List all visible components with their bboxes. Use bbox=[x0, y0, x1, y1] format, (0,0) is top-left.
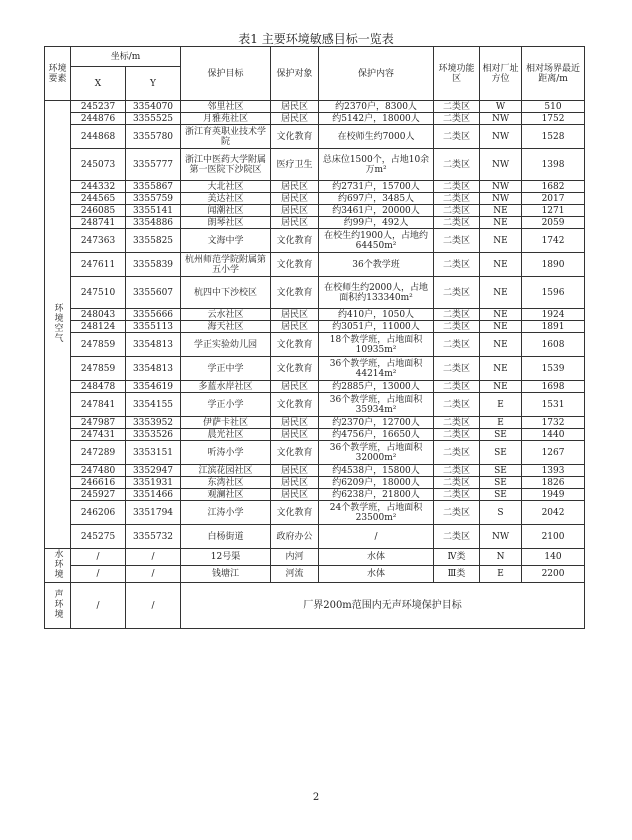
header-y: Y bbox=[126, 67, 181, 101]
table-title: 表1 主要环境敏感目标一览表 bbox=[238, 32, 394, 46]
cell-y: 3353526 bbox=[126, 429, 181, 441]
cell-object: 医疗卫生 bbox=[271, 149, 319, 181]
cell-y: 3355780 bbox=[126, 125, 181, 149]
cell-y: 3355607 bbox=[126, 277, 181, 309]
cell-object: 文化教育 bbox=[271, 441, 319, 465]
cell-dir: S bbox=[480, 501, 522, 525]
table-row bbox=[45, 193, 585, 205]
table-row bbox=[45, 253, 585, 277]
category-noise bbox=[45, 583, 71, 629]
header-x: X bbox=[71, 67, 126, 101]
cell-x: 245927 bbox=[71, 489, 126, 501]
cell-y: 3353151 bbox=[126, 441, 181, 465]
cell-dist: 1682 bbox=[522, 181, 585, 193]
cell-x: 247611 bbox=[71, 253, 126, 277]
cell-x: 246616 bbox=[71, 477, 126, 489]
cell-content: 约2370户，8300人 bbox=[319, 101, 434, 113]
cell-dist: 1528 bbox=[522, 125, 585, 149]
cell-x: / bbox=[71, 566, 126, 583]
cell-x: 247987 bbox=[71, 417, 126, 429]
cell-y: 3355141 bbox=[126, 205, 181, 217]
cell-target: 听涛小学 bbox=[181, 441, 271, 465]
table-row bbox=[45, 501, 585, 525]
cell-dist: 1267 bbox=[522, 441, 585, 465]
cell-target: 云水社区 bbox=[181, 309, 271, 321]
header-coord: 坐标/m bbox=[71, 47, 181, 67]
cell-func: 二类区 bbox=[434, 417, 480, 429]
cell-object: 文化教育 bbox=[271, 125, 319, 149]
cell-x: 244868 bbox=[71, 125, 126, 149]
sensitive-targets-table bbox=[44, 46, 585, 629]
cell-dir: NE bbox=[480, 253, 522, 277]
cell-x: 244565 bbox=[71, 193, 126, 205]
category-label: 声环境 bbox=[52, 589, 63, 619]
cell-object: 居民区 bbox=[271, 429, 319, 441]
cell-y: 3355839 bbox=[126, 253, 181, 277]
table-row bbox=[45, 465, 585, 477]
cell-dir: NW bbox=[480, 193, 522, 205]
cell-dir: NW bbox=[480, 525, 522, 549]
category-water bbox=[45, 549, 71, 583]
cell-target: 邻里社区 bbox=[181, 101, 271, 113]
cell-y: 3352947 bbox=[126, 465, 181, 477]
cell-y: 3355113 bbox=[126, 321, 181, 333]
cell-target: 月雅苑社区 bbox=[181, 113, 271, 125]
cell-func: 二类区 bbox=[434, 321, 480, 333]
cell-object: 居民区 bbox=[271, 205, 319, 217]
noise-note: 厂界200m范围内无声环境保护目标 bbox=[181, 583, 585, 629]
cell-func: 二类区 bbox=[434, 181, 480, 193]
cell-content: 约99户，492人 bbox=[319, 217, 434, 229]
cell-dir: SE bbox=[480, 465, 522, 477]
page-number: 2 bbox=[312, 792, 320, 803]
table-row bbox=[45, 489, 585, 501]
cell-object: 居民区 bbox=[271, 113, 319, 125]
cell-y: 3355825 bbox=[126, 229, 181, 253]
cell-func: 二类区 bbox=[434, 253, 480, 277]
cell-dist: 1949 bbox=[522, 489, 585, 501]
category-label: 环境空气 bbox=[52, 303, 63, 343]
table-row-noise bbox=[45, 583, 585, 629]
table-row bbox=[45, 429, 585, 441]
cell-target: 学正中学 bbox=[181, 357, 271, 381]
cell-y: 3351931 bbox=[126, 477, 181, 489]
cell-dist: 1742 bbox=[522, 229, 585, 253]
cell-x: 247363 bbox=[71, 229, 126, 253]
cell-y: 3354813 bbox=[126, 357, 181, 381]
cell-dist: 2042 bbox=[522, 501, 585, 525]
cell-target: 白杨街道 bbox=[181, 525, 271, 549]
cell-func: 二类区 bbox=[434, 309, 480, 321]
cell-target: 海天社区 bbox=[181, 321, 271, 333]
cell-dist: 510 bbox=[522, 101, 585, 113]
cell-func: 二类区 bbox=[434, 525, 480, 549]
cell-dir: W bbox=[480, 101, 522, 113]
cell-target: 杭州师范学院附属第五小学 bbox=[181, 253, 271, 277]
cell-dist: 1596 bbox=[522, 277, 585, 309]
cell-target: 江涛小学 bbox=[181, 501, 271, 525]
cell-dist: 140 bbox=[522, 549, 585, 566]
cell-x: / bbox=[71, 583, 126, 629]
cell-object: 居民区 bbox=[271, 321, 319, 333]
cell-func: 二类区 bbox=[434, 333, 480, 357]
cell-object: 文化教育 bbox=[271, 357, 319, 381]
cell-func: Ⅲ类 bbox=[434, 566, 480, 583]
cell-x: 247431 bbox=[71, 429, 126, 441]
cell-target: 学正实验幼儿园 bbox=[181, 333, 271, 357]
cell-object: 居民区 bbox=[271, 217, 319, 229]
cell-content: 水体 bbox=[319, 566, 434, 583]
cell-x: 245275 bbox=[71, 525, 126, 549]
cell-content: 在校生约1900人，占地约64450m² bbox=[319, 229, 434, 253]
cell-dir: NW bbox=[480, 181, 522, 193]
cell-object: 居民区 bbox=[271, 181, 319, 193]
cell-func: 二类区 bbox=[434, 229, 480, 253]
cell-y: 3355666 bbox=[126, 309, 181, 321]
table-row bbox=[45, 181, 585, 193]
cell-dist: 1271 bbox=[522, 205, 585, 217]
cell-x: 248741 bbox=[71, 217, 126, 229]
cell-content: 36个教学班 bbox=[319, 253, 434, 277]
cell-content: 约3461户，20000人 bbox=[319, 205, 434, 217]
cell-object: 居民区 bbox=[271, 193, 319, 205]
cell-y: 3354619 bbox=[126, 381, 181, 393]
cell-object: 文化教育 bbox=[271, 277, 319, 309]
cell-dist: 1890 bbox=[522, 253, 585, 277]
cell-dist: 1732 bbox=[522, 417, 585, 429]
cell-y: 3355759 bbox=[126, 193, 181, 205]
cell-content: 水体 bbox=[319, 549, 434, 566]
cell-x: 248124 bbox=[71, 321, 126, 333]
cell-dir: NE bbox=[480, 277, 522, 309]
cell-object: 文化教育 bbox=[271, 333, 319, 357]
table-row bbox=[45, 441, 585, 465]
table-row bbox=[45, 549, 585, 566]
cell-content: 约3051户，11000人 bbox=[319, 321, 434, 333]
cell-content: 36个教学班，占地面积32000m² bbox=[319, 441, 434, 465]
cell-y: 3355525 bbox=[126, 113, 181, 125]
table-row bbox=[45, 277, 585, 309]
category-label: 水环境 bbox=[52, 549, 63, 579]
cell-content: 36个教学班，占地面积44214m² bbox=[319, 357, 434, 381]
cell-content: 18个教学班，占地面积10935m² bbox=[319, 333, 434, 357]
cell-y: / bbox=[126, 549, 181, 566]
cell-func: 二类区 bbox=[434, 489, 480, 501]
cell-func: 二类区 bbox=[434, 193, 480, 205]
cell-dir: NE bbox=[480, 229, 522, 253]
cell-dist: 1398 bbox=[522, 149, 585, 181]
header-target: 保护目标 bbox=[181, 47, 271, 101]
table-row bbox=[45, 381, 585, 393]
cell-x: 247510 bbox=[71, 277, 126, 309]
header-dir: 相对厂址方位 bbox=[480, 47, 522, 101]
cell-y: 3355732 bbox=[126, 525, 181, 549]
cell-content: 约5142户，18000人 bbox=[319, 113, 434, 125]
cell-content: 约2370户，12700人 bbox=[319, 417, 434, 429]
cell-content: 约4538户，15800人 bbox=[319, 465, 434, 477]
cell-dir: NE bbox=[480, 205, 522, 217]
cell-dist: 1698 bbox=[522, 381, 585, 393]
cell-dir: SE bbox=[480, 489, 522, 501]
cell-content: 约697户，3485人 bbox=[319, 193, 434, 205]
cell-dir: E bbox=[480, 393, 522, 417]
table-row bbox=[45, 101, 585, 113]
cell-x: 247859 bbox=[71, 357, 126, 381]
cell-object: 居民区 bbox=[271, 477, 319, 489]
cell-func: 二类区 bbox=[434, 357, 480, 381]
cell-object: 内河 bbox=[271, 549, 319, 566]
cell-x: 247841 bbox=[71, 393, 126, 417]
cell-x: 245073 bbox=[71, 149, 126, 181]
cell-target: 学正小学 bbox=[181, 393, 271, 417]
cell-object: 文化教育 bbox=[271, 229, 319, 253]
header-func: 环境功能区 bbox=[434, 47, 480, 101]
cell-target: 钱塘江 bbox=[181, 566, 271, 583]
cell-func: Ⅳ类 bbox=[434, 549, 480, 566]
cell-dir: E bbox=[480, 566, 522, 583]
cell-target: 晨光社区 bbox=[181, 429, 271, 441]
cell-content: 约6238户，21800人 bbox=[319, 489, 434, 501]
cell-func: 二类区 bbox=[434, 125, 480, 149]
cell-func: 二类区 bbox=[434, 465, 480, 477]
cell-dist: 1826 bbox=[522, 477, 585, 489]
table-row bbox=[45, 525, 585, 549]
cell-target: 12号渠 bbox=[181, 549, 271, 566]
table-row bbox=[45, 566, 585, 583]
cell-object: 河流 bbox=[271, 566, 319, 583]
cell-x: 246085 bbox=[71, 205, 126, 217]
cell-dir: NW bbox=[480, 113, 522, 125]
cell-x: 246206 bbox=[71, 501, 126, 525]
table-body bbox=[45, 101, 585, 629]
cell-func: 二类区 bbox=[434, 393, 480, 417]
cell-dir: NE bbox=[480, 217, 522, 229]
cell-x: 248043 bbox=[71, 309, 126, 321]
cell-target: 美达社区 bbox=[181, 193, 271, 205]
cell-dir: NE bbox=[480, 309, 522, 321]
cell-dist: 1608 bbox=[522, 333, 585, 357]
cell-y: 3354886 bbox=[126, 217, 181, 229]
cell-x: 245237 bbox=[71, 101, 126, 113]
cell-target: 朗琴社区 bbox=[181, 217, 271, 229]
cell-y: / bbox=[126, 583, 181, 629]
cell-content: 约410户，1050人 bbox=[319, 309, 434, 321]
cell-func: 二类区 bbox=[434, 441, 480, 465]
cell-x: / bbox=[71, 549, 126, 566]
header-element: 环境要素 bbox=[45, 47, 71, 101]
cell-y: 3351794 bbox=[126, 501, 181, 525]
cell-content: 24个教学班，占地面积23500m² bbox=[319, 501, 434, 525]
cell-func: 二类区 bbox=[434, 429, 480, 441]
cell-target: 东湾社区 bbox=[181, 477, 271, 489]
cell-y: 3354070 bbox=[126, 101, 181, 113]
cell-dist: 1891 bbox=[522, 321, 585, 333]
table-row bbox=[45, 477, 585, 489]
cell-content: 约2731户，15700人 bbox=[319, 181, 434, 193]
cell-dir: NE bbox=[480, 333, 522, 357]
cell-dir: N bbox=[480, 549, 522, 566]
cell-object: 文化教育 bbox=[271, 253, 319, 277]
cell-func: 二类区 bbox=[434, 501, 480, 525]
table-row bbox=[45, 229, 585, 253]
cell-content: / bbox=[319, 525, 434, 549]
table-row bbox=[45, 217, 585, 229]
cell-dir: SE bbox=[480, 441, 522, 465]
table-row bbox=[45, 417, 585, 429]
cell-func: 二类区 bbox=[434, 149, 480, 181]
cell-dir: NE bbox=[480, 357, 522, 381]
cell-object: 居民区 bbox=[271, 489, 319, 501]
cell-dir: SE bbox=[480, 429, 522, 441]
cell-content: 约6209户，18000人 bbox=[319, 477, 434, 489]
table-row bbox=[45, 333, 585, 357]
cell-y: 3355867 bbox=[126, 181, 181, 193]
header-object: 保护对象 bbox=[271, 47, 319, 101]
cell-target: 文海中学 bbox=[181, 229, 271, 253]
cell-target: 杭四中下沙校区 bbox=[181, 277, 271, 309]
table-row bbox=[45, 309, 585, 321]
cell-func: 二类区 bbox=[434, 217, 480, 229]
cell-y: 3354155 bbox=[126, 393, 181, 417]
cell-dir: NE bbox=[480, 321, 522, 333]
cell-func: 二类区 bbox=[434, 381, 480, 393]
cell-object: 文化教育 bbox=[271, 501, 319, 525]
cell-target: 多蓝水岸社区 bbox=[181, 381, 271, 393]
cell-x: 247289 bbox=[71, 441, 126, 465]
cell-content: 36个教学班，占地面积35934m² bbox=[319, 393, 434, 417]
cell-target: 观澜社区 bbox=[181, 489, 271, 501]
cell-dist: 1440 bbox=[522, 429, 585, 441]
cell-x: 244876 bbox=[71, 113, 126, 125]
category-air bbox=[45, 101, 71, 549]
cell-func: 二类区 bbox=[434, 205, 480, 217]
cell-object: 居民区 bbox=[271, 417, 319, 429]
cell-object: 居民区 bbox=[271, 309, 319, 321]
table-row bbox=[45, 357, 585, 381]
cell-dist: 2200 bbox=[522, 566, 585, 583]
cell-dir: E bbox=[480, 417, 522, 429]
cell-dist: 2100 bbox=[522, 525, 585, 549]
cell-dist: 1539 bbox=[522, 357, 585, 381]
cell-object: 居民区 bbox=[271, 101, 319, 113]
cell-dir: SE bbox=[480, 477, 522, 489]
table-row bbox=[45, 321, 585, 333]
cell-dir: NW bbox=[480, 149, 522, 181]
cell-target: 伊萨卡社区 bbox=[181, 417, 271, 429]
header-content: 保护内容 bbox=[319, 47, 434, 101]
table-row bbox=[45, 125, 585, 149]
cell-func: 二类区 bbox=[434, 113, 480, 125]
cell-func: 二类区 bbox=[434, 101, 480, 113]
table-row bbox=[45, 113, 585, 125]
cell-target: 浙江育英职业技术学院 bbox=[181, 125, 271, 149]
cell-y: 3351466 bbox=[126, 489, 181, 501]
cell-content: 在校师生约7000人 bbox=[319, 125, 434, 149]
cell-target: 大北社区 bbox=[181, 181, 271, 193]
cell-x: 247859 bbox=[71, 333, 126, 357]
cell-dir: NE bbox=[480, 381, 522, 393]
cell-target: 浙江中医药大学附属第一医院下沙院区 bbox=[181, 149, 271, 181]
cell-content: 在校师生约2000人，占地面积约133340m² bbox=[319, 277, 434, 309]
cell-y: 3354813 bbox=[126, 333, 181, 357]
table-row bbox=[45, 393, 585, 417]
cell-object: 文化教育 bbox=[271, 393, 319, 417]
cell-x: 248478 bbox=[71, 381, 126, 393]
cell-dist: 1393 bbox=[522, 465, 585, 477]
cell-x: 247480 bbox=[71, 465, 126, 477]
cell-y: / bbox=[126, 566, 181, 583]
cell-y: 3353952 bbox=[126, 417, 181, 429]
header-dist: 相对场界最近距离/m bbox=[522, 47, 585, 101]
cell-target: 江滨花园社区 bbox=[181, 465, 271, 477]
cell-y: 3355777 bbox=[126, 149, 181, 181]
cell-dir: NW bbox=[480, 125, 522, 149]
cell-object: 政府办公 bbox=[271, 525, 319, 549]
table-row bbox=[45, 205, 585, 217]
cell-dist: 1531 bbox=[522, 393, 585, 417]
cell-func: 二类区 bbox=[434, 277, 480, 309]
cell-dist: 1924 bbox=[522, 309, 585, 321]
cell-target: 闻潮社区 bbox=[181, 205, 271, 217]
cell-dist: 2017 bbox=[522, 193, 585, 205]
cell-object: 居民区 bbox=[271, 465, 319, 477]
cell-content: 约4756户，16650人 bbox=[319, 429, 434, 441]
table-row bbox=[45, 149, 585, 181]
cell-dist: 2059 bbox=[522, 217, 585, 229]
cell-x: 244332 bbox=[71, 181, 126, 193]
cell-content: 总床位1500个，占地10余万m² bbox=[319, 149, 434, 181]
cell-dist: 1752 bbox=[522, 113, 585, 125]
cell-func: 二类区 bbox=[434, 477, 480, 489]
cell-object: 居民区 bbox=[271, 381, 319, 393]
cell-content: 约2885户，13000人 bbox=[319, 381, 434, 393]
